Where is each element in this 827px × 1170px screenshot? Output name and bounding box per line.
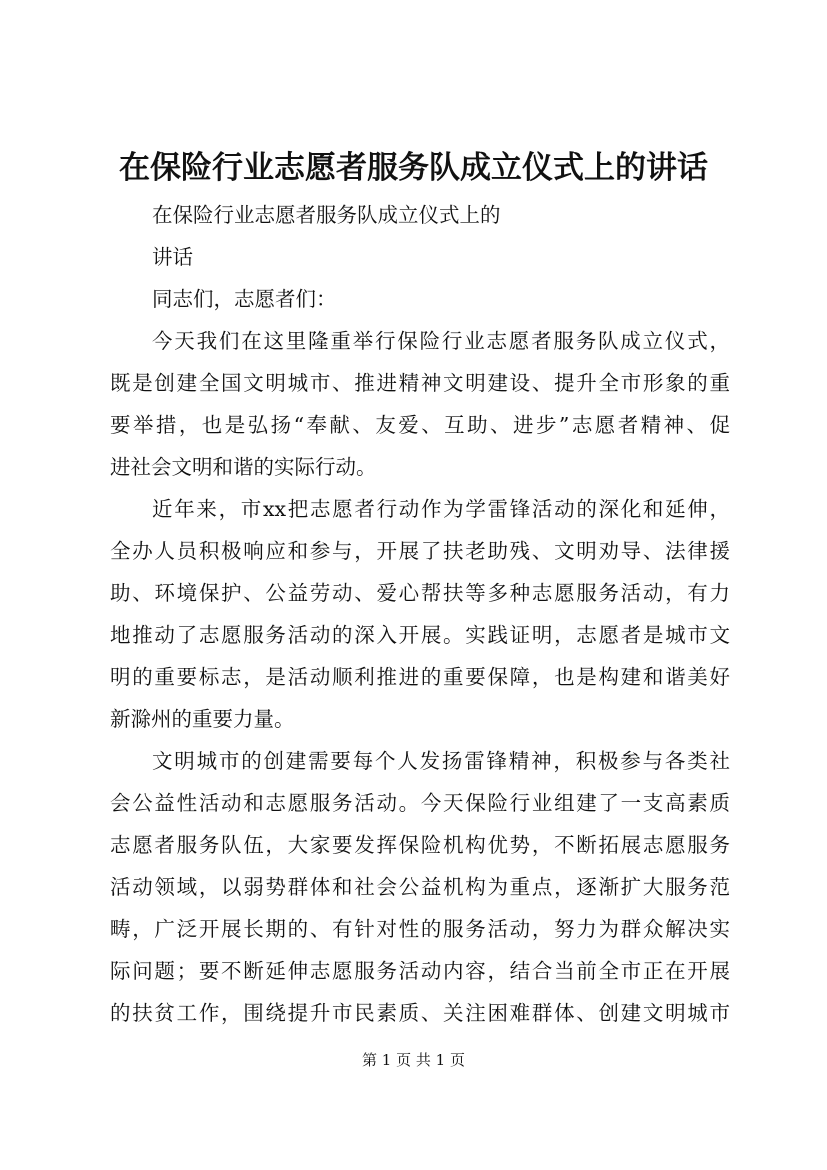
body-text-line: 近年来，市xx把志愿者行动作为学雷锋活动的深化和延伸， — [152, 497, 730, 521]
page-footer: 第 1 页 共 1 页 — [362, 1051, 465, 1069]
body-text-line: 同志们，志愿者们： — [152, 287, 337, 311]
body-text-line: 在保险行业志愿者服务队成立仪式上的 — [152, 203, 501, 227]
document-title: 在保险行业志愿者服务队成立仪式上的讲话 — [119, 150, 708, 186]
body-text-line: 全办人员积极响应和参与，开展了扶老助残、文明劝导、法律援 — [110, 539, 730, 563]
body-text-line: 要举措，也是弘扬“奉献、友爱、互助、进步”志愿者精神、促 — [110, 413, 730, 437]
body-text-line: 志愿者服务队伍，大家要发挥保险机构优势，不断拓展志愿服务 — [110, 833, 730, 857]
body-text-line: 今天我们在这里隆重举行保险行业志愿者服务队成立仪式， — [152, 329, 730, 353]
body-text-line: 的扶贫工作，围绕提升市民素质、关注困难群体、创建文明城市 — [110, 1001, 730, 1025]
body-text-line: 新滁州的重要力量。 — [110, 707, 295, 731]
body-text-line: 进社会文明和谐的实际行动。 — [110, 455, 377, 479]
body-text-line: 地推动了志愿服务活动的深入开展。实践证明，志愿者是城市文 — [110, 623, 730, 647]
body-text-line: 畴，广泛开展长期的、有针对性的服务活动，努力为群众解决实 — [110, 917, 730, 941]
body-text-line: 际问题；要不断延伸志愿服务活动内容，结合当前全市正在开展 — [110, 959, 730, 983]
body-text-line: 既是创建全国文明城市、推进精神文明建设、提升全市形象的重 — [110, 371, 730, 395]
document-body — [110, 194, 730, 1034]
body-text-line: 助、环境保护、公益劳动、爱心帮扶等多种志愿服务活动，有力 — [110, 581, 730, 605]
body-text-line: 文明城市的创建需要每个人发扬雷锋精神，积极参与各类社 — [152, 749, 730, 773]
body-text-line: 讲话 — [152, 245, 193, 269]
body-text-line: 活动领域，以弱势群体和社会公益机构为重点，逐渐扩大服务范 — [110, 875, 730, 899]
body-text-line: 会公益性活动和志愿服务活动。今天保险行业组建了一支高素质 — [110, 791, 730, 815]
body-text-line: 明的重要标志，是活动顺利推进的重要保障，也是构建和谐美好 — [110, 665, 730, 689]
